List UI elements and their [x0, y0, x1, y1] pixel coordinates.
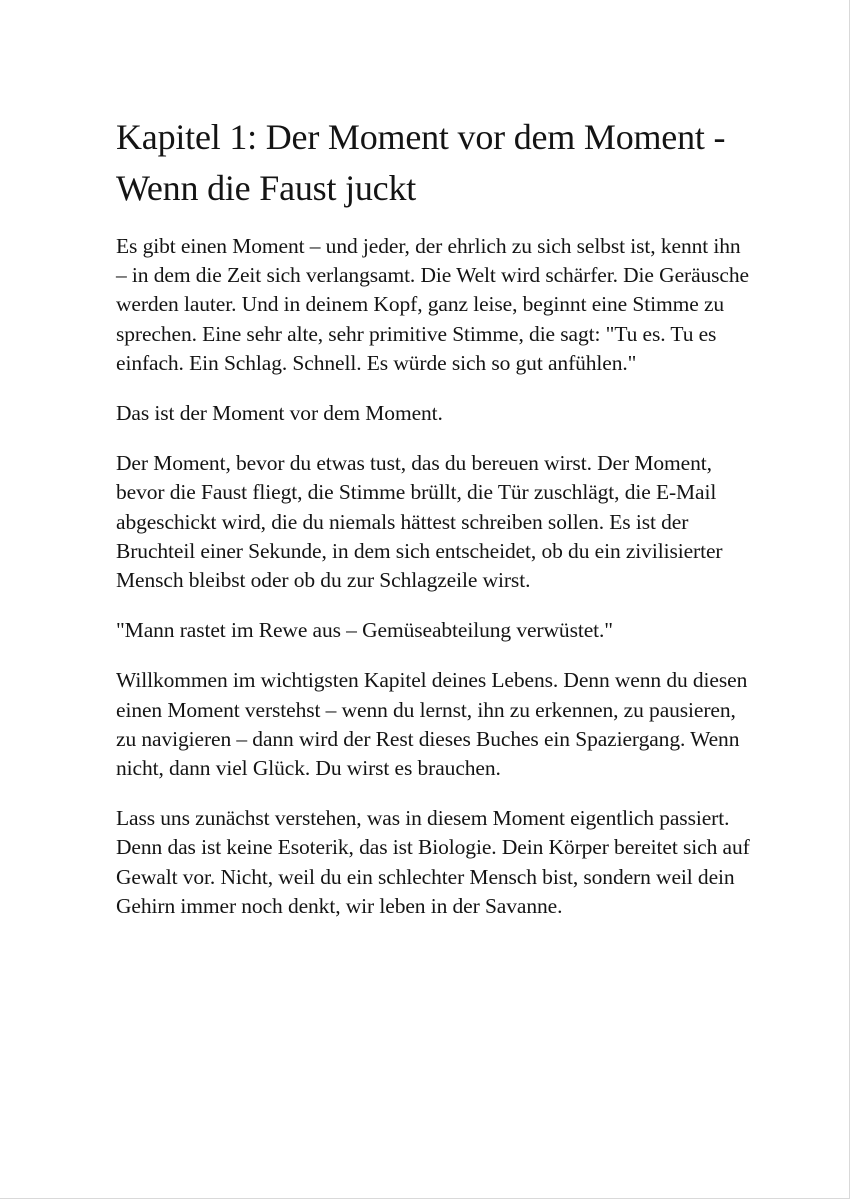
- paragraph-5: Willkommen im wichtigsten Kapitel deines Lebens. Denn wenn du diesen einen Moment verstehst – wenn du lernst, ihn zu erkennen, zu pausieren, zu navigieren – dann wird der Rest dieses Buches ein Spaziergang. Wenn nicht, dann viel Glück. Du wirst es brauchen.: [116, 668, 748, 781]
- paragraph-6: Lass uns zunächst verstehen, was in diesem Moment eigentlich passiert. Denn das ist keine Esoterik, das ist Biologie. Dein Körper bereitet sich auf Gewalt vor. Nicht, weil du ein schlechter Mensch bist, sondern weil dein Gehirn immer noch denkt, wir leben in der Savanne.: [116, 806, 750, 918]
- page-content: [116, 112, 756, 942]
- chapter-title: Kapitel 1: Der Moment vor dem Moment - Wenn die Faust juckt: [116, 117, 726, 208]
- paragraph-4: "Mann rastet im Rewe aus – Gemüseabteilung verwüstet.": [116, 618, 613, 643]
- paragraph-1: Es gibt einen Moment – und jeder, der ehrlich zu sich selbst ist, kennt ihn – in dem die Zeit sich verlangsamt. Die Welt wird schärfer. Die Geräusche werden lauter. Und in deinem Kopf, ganz leise, beginnt eine Stimme zu sprechen. Eine sehr alte, sehr primitive Stimme, die sagt: "Tu es. Tu es einfach. Ein Schlag. Schnell. Es würde sich so gut anfühlen.": [116, 234, 749, 375]
- paragraph-2: Das ist der Moment vor dem Moment.: [116, 401, 443, 426]
- paragraph-3: Der Moment, bevor du etwas tust, das du bereuen wirst. Der Moment, bevor die Faust fliegt, die Stimme brüllt, die Tür zuschlägt, die E-Mail abgeschickt wird, die du niemals hättest schreiben sollen. Es ist der Bruchteil einer Sekunde, in dem sich entscheidet, ob du ein zivilisierter Mensch bleibst oder ob du zur Schlagzeile wirst.: [116, 451, 723, 593]
